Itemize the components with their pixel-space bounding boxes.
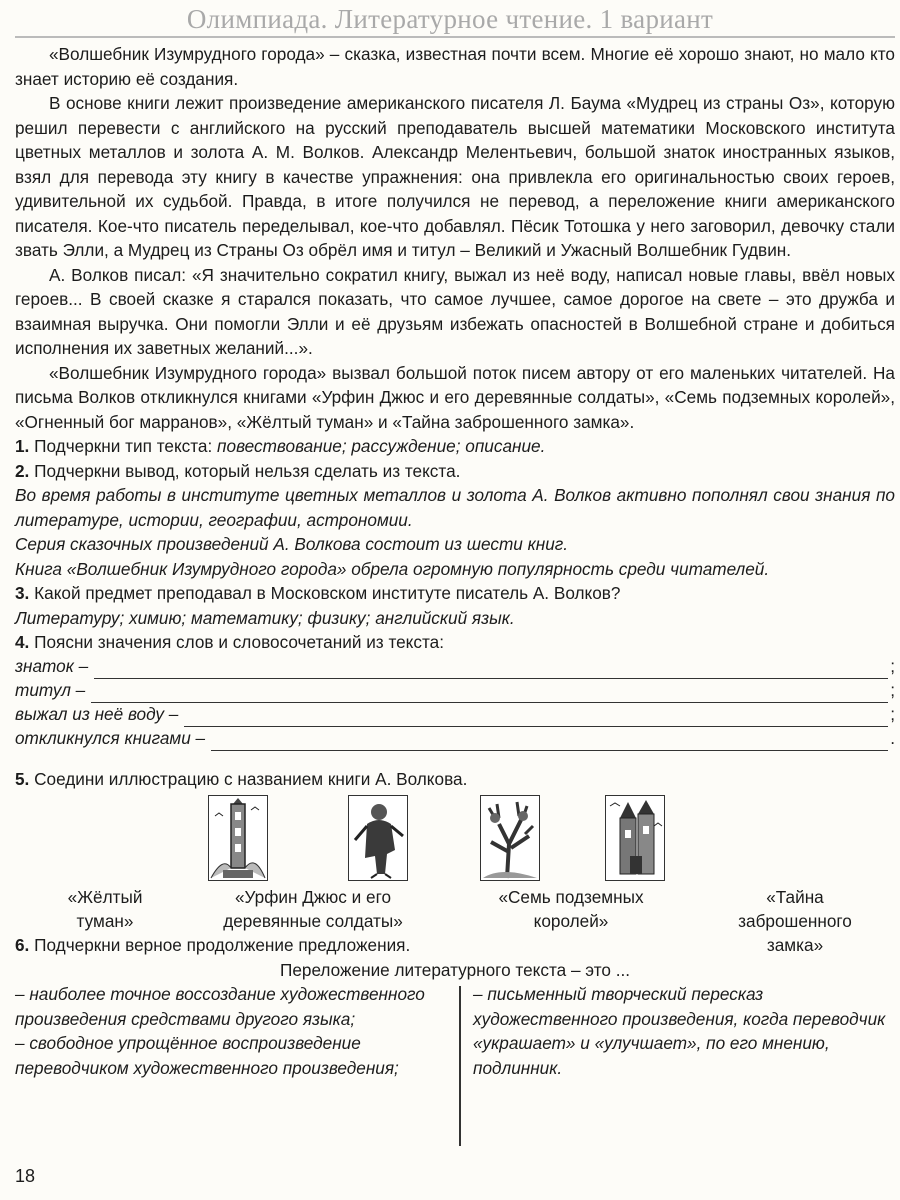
tree-illustration[interactable] (480, 795, 540, 881)
answer-row-2 (15, 679, 895, 703)
tower-illustration[interactable] (208, 795, 268, 881)
answer-label: выжал из неё воду – (15, 704, 179, 724)
header-rule (15, 36, 895, 38)
book-title-seven-kings[interactable]: «Семь подземных королей» (498, 887, 644, 931)
castle-illustration[interactable] (605, 795, 665, 881)
page-header: Олимпиада. Литературное чтение. 1 вариант (186, 4, 714, 34)
paragraph-2: В основе книги лежит произведение американского писателя Л. Баума «Мудрец из страны Оз», которую решил перевести с английского на русский преподаватель высшей математики Московского института цветных металлов и золота А. М. Волков. Александр Мелентьевич, большой знаток иностранных языков, взял для перевода эту книгу в качестве упражнения: она привлекла его оригинальностью своих героев, удивительной их судьбой. Правда, в итоге получился не перевод, а переложение книги американского писателя. Кое-что писатель переделывал, кое-что добавлял. Пёсик Тотошка у него заговорил, девочку стали звать Элли, а Мудрец из Страны Оз обрёл имя и титул – Великий и Ужасный Волшебник Гудвин. (15, 93, 895, 260)
question-4-number: 4. (15, 632, 30, 652)
answer-label: откликнулся книгами – (15, 728, 206, 748)
question-2-number: 2. (15, 460, 30, 481)
question-6-number: 6. (15, 935, 30, 955)
options-right-column (473, 982, 895, 1080)
answer-line[interactable] (184, 710, 888, 727)
answer-end: . (890, 728, 895, 748)
answer-row-4 (15, 727, 895, 751)
paragraph-1: «Волшебник Изумрудного города» – сказка, известная почти всем. Многие её хорошо знают, но мало кто знает историю её создания. (15, 44, 895, 89)
question-2 (15, 459, 895, 484)
book-title-yellow-fog[interactable]: «Жёлтый туман» (67, 887, 143, 931)
question-2-option[interactable]: Во время работы в институте цветных металлов и золота А. Волков активно пополнял свои знания по литературе, истории, географии, астрономии. (15, 485, 895, 530)
question-5 (15, 767, 895, 792)
question-4 (15, 630, 895, 655)
question-3-number: 3. (15, 583, 30, 603)
paragraph-4: «Волшебник Изумрудного города» вызвал большой поток писем автору от его маленьких читателей. На письма Волков откликнулся книгами «Урфин Джюс и его деревянные солдаты», «Семь подземных королей», «Огненный бог марранов», «Жёлтый туман» и «Тайна заброшенного замка». (15, 362, 895, 432)
question-1-number: 1. (15, 436, 30, 456)
options-left-column (15, 982, 447, 1080)
question-2-text: Подчеркни вывод, который нельзя сделать из текста. (34, 460, 461, 481)
answer-end: ; (890, 656, 895, 676)
worksheet-content (15, 42, 895, 1152)
answer-row-1 (15, 655, 895, 679)
question-4-text: Поясни значения слов и словосочетаний из текста: (34, 632, 445, 652)
question-6-option[interactable]: – письменный творческий пересказ художественного произведения, когда переводчик «украшает» и «улучшает», по его мнению, подлинник. (473, 984, 886, 1078)
question-6-options (15, 982, 895, 1152)
question-6-lead: Переложение литературного текста – это ... (279, 959, 631, 980)
column-divider (459, 986, 461, 1146)
question-6-option[interactable]: – свободное упрощённое воспроизведение переводчиком художественного произведения; (15, 1033, 399, 1078)
answer-line[interactable] (91, 686, 888, 703)
question-2-option[interactable]: Книга «Волшебник Изумрудного города» обрела огромную популярность среди читателей. (15, 558, 770, 579)
answer-end: ; (890, 704, 895, 724)
question-3 (15, 581, 895, 606)
illustrations-row (15, 795, 895, 885)
question-6-option[interactable]: – наиболее точное воссоздание художественного произведения средствами другого языка; (15, 984, 425, 1029)
question-1-options[interactable]: повествование; рассуждение; описание. (217, 436, 546, 456)
answer-row-3 (15, 703, 895, 727)
answer-line[interactable] (211, 734, 888, 751)
book-title-abandoned-castle[interactable]: «Тайна заброшенного замка» (738, 887, 852, 955)
page-number: 18 (15, 1166, 36, 1186)
answer-label: титул – (15, 680, 86, 700)
question-1-text: Подчеркни тип текста: (34, 436, 218, 456)
question-1 (15, 434, 895, 459)
book-title-urfin-jus[interactable]: «Урфин Джюс и его деревянные солдаты» (223, 887, 403, 931)
answer-label: знаток – (15, 656, 89, 676)
question-6-text: Подчеркни верное продолжение предложения. (34, 935, 411, 955)
answer-line[interactable] (94, 662, 888, 679)
question-3-text: Какой предмет преподавал в Московском институте писатель А. Волков? (34, 583, 621, 603)
creature-illustration[interactable] (348, 795, 408, 881)
paragraph-3: А. Волков писал: «Я значительно сократил книгу, выжал из неё воду, написал новые главы, ввёл новых героев... В своей сказке я старался показать, что самое лучшее, самое дорогое на свете – это дружба и взаимная выручка. Они помогли Элли и её друзьям избежать опасностей в Волшебной стране и добиться исполнения их заветных желаний...». (15, 264, 895, 358)
question-5-text: Соедини иллюстрацию с названием книги А. Волкова. (34, 768, 468, 789)
question-5-number: 5. (15, 768, 30, 789)
question-2-option[interactable]: Серия сказочных произведений А. Волкова состоит из шести книг. (15, 534, 569, 554)
question-3-options[interactable]: Литературу; химию; математику; физику; английский язык. (15, 607, 515, 628)
answer-end: ; (890, 680, 895, 700)
